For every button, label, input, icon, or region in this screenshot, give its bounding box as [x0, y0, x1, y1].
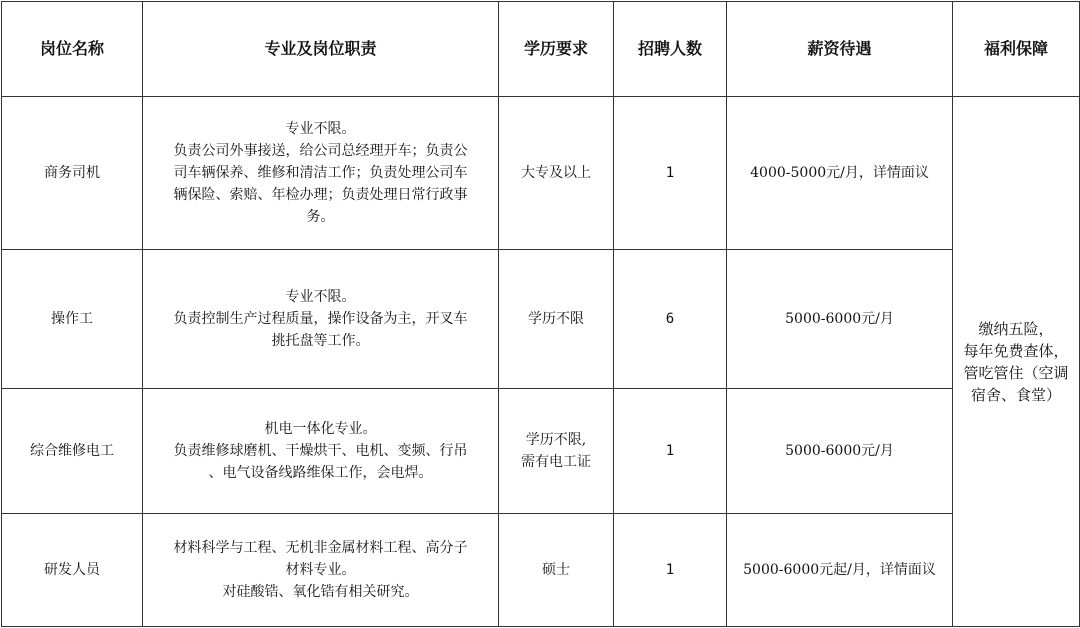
position-cell: 综合维修电工 — [2, 389, 143, 514]
headcount-cell: 1 — [614, 514, 727, 627]
education-cell: 大专及以上 — [499, 97, 614, 250]
duties-cell: 专业不限。 负责公司外事接送，给公司总经理开车；负责公 司车辆保养、维修和清洁工作；负责处理公司车 辆保险、索赔、年检办理；负责处理日常行政事 务。 — [143, 97, 499, 250]
headcount-cell: 1 — [614, 389, 727, 514]
table-row — [2, 389, 1080, 514]
salary-cell: 5000-6000元/月 — [727, 389, 953, 514]
table-row — [2, 514, 1080, 627]
header-headcount: 招聘人数 — [614, 2, 727, 97]
position-cell: 研发人员 — [2, 514, 143, 627]
education-cell: 学历不限, 需有电工证 — [499, 389, 614, 514]
duties-cell: 机电一体化专业。 负责维修球磨机、干燥烘干、电机、变频、行吊 、电气设备线路维保工作，会电焊。 — [143, 389, 499, 514]
table-row — [2, 97, 1080, 250]
header-row — [2, 2, 1080, 97]
education-cell: 学历不限 — [499, 250, 614, 389]
header-benefits: 福利保障 — [953, 2, 1080, 97]
headcount-cell: 1 — [614, 97, 727, 250]
recruitment-table — [1, 1, 1080, 627]
position-cell: 商务司机 — [2, 97, 143, 250]
duties-cell: 专业不限。 负责控制生产过程质量，操作设备为主，开叉车 挑托盘等工作。 — [143, 250, 499, 389]
header-duties: 专业及岗位职责 — [143, 2, 499, 97]
header-salary: 薪资待遇 — [727, 2, 953, 97]
benefits-cell: 缴纳五险， 每年免费查体， 管吃管住（空调 宿舍、食堂） — [953, 97, 1080, 627]
table-row — [2, 250, 1080, 389]
salary-cell: 5000-6000元起/月，详情面议 — [727, 514, 953, 627]
duties-cell: 材料科学与工程、无机非金属材料工程、高分子 材料专业。 对硅酸锆、氧化锆有相关研究。 — [143, 514, 499, 627]
header-education: 学历要求 — [499, 2, 614, 97]
headcount-cell: 6 — [614, 250, 727, 389]
position-cell: 操作工 — [2, 250, 143, 389]
salary-cell: 5000-6000元/月 — [727, 250, 953, 389]
education-cell: 硕士 — [499, 514, 614, 627]
salary-cell: 4000-5000元/月，详情面议 — [727, 97, 953, 250]
header-position: 岗位名称 — [2, 2, 143, 97]
